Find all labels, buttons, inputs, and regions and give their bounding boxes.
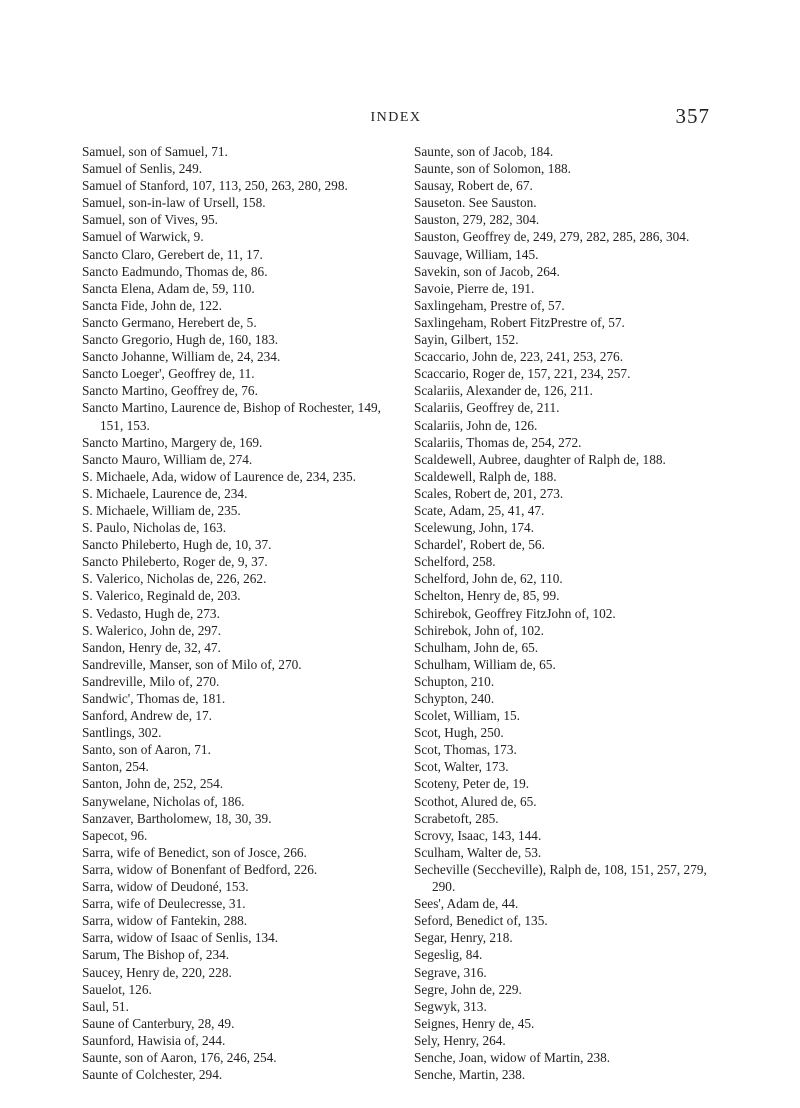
index-entry: S. Michaele, Laurence de, 234.: [82, 485, 248, 501]
index-entry: Sancto Martino, Geoffrey de, 76.: [82, 383, 258, 399]
index-entry: Sculham, Walter de, 53.: [414, 844, 542, 860]
index-entry: Sauelot, 126.: [82, 981, 152, 997]
index-entry: Sancto Martino, Margery de, 169.: [82, 434, 263, 450]
index-entry: Sauston, 279, 282, 304.: [414, 212, 540, 228]
index-entry: Samuel, son of Vives, 95.: [82, 212, 218, 228]
index-entry: S. Paulo, Nicholas de, 163.: [82, 520, 227, 536]
index-entry: S. Valerico, Reginald de, 203.: [82, 588, 241, 604]
index-entry: Sely, Henry, 264.: [414, 1032, 506, 1048]
index-entry: Scaldewell, Ralph de, 188.: [414, 468, 557, 484]
index-column-right: [414, 143, 712, 1083]
index-entry: Sancto Claro, Gerebert de, 11, 17.: [82, 246, 263, 262]
index-entry: Sancto Gregorio, Hugh de, 160, 183.: [82, 332, 279, 348]
index-entry: Scalariis, Geoffrey de, 211.: [414, 400, 560, 416]
index-entry: Sarra, widow of Deudoné, 153.: [82, 879, 249, 895]
index-entry: Scot, Walter, 173.: [414, 759, 509, 775]
index-entry: Saunte, son of Jacob, 184.: [414, 144, 554, 159]
index-entry: Saunte, son of Solomon, 188.: [414, 161, 571, 177]
index-entry: Schelford, 258.: [414, 554, 496, 570]
index-entry: Secheville (Seccheville), Ralph de, 108, 151, 257, 279, 290.: [414, 861, 707, 895]
index-entry: Sandon, Henry de, 32, 47.: [82, 639, 221, 655]
index-entry: Scales, Robert de, 201, 273.: [414, 485, 564, 501]
index-entry: Samuel, son of Samuel, 71.: [82, 144, 228, 159]
index-entry: Savoie, Pierre de, 191.: [414, 280, 535, 296]
index-entry: Scelewung, John, 174.: [414, 520, 535, 536]
index-entry: Scalariis, John de, 126.: [414, 417, 538, 433]
index-entry: Sapecot, 96.: [82, 827, 148, 843]
index-entry: Segar, Henry, 218.: [414, 930, 513, 946]
index-entry: Sancta Fide, John de, 122.: [82, 297, 222, 313]
index-entry: Scrabetoft, 285.: [414, 810, 499, 826]
index-entry: Santo, son of Aaron, 71.: [82, 742, 211, 758]
index-entry: Scrovy, Isaac, 143, 144.: [414, 827, 542, 843]
index-entry: Scothot, Alured de, 65.: [414, 793, 537, 809]
index-entry: Schypton, 240.: [414, 691, 495, 706]
index-entry: Senche, Martin, 238.: [414, 1067, 526, 1083]
index-entry: S. Valerico, Nicholas de, 226, 262.: [82, 571, 267, 587]
index-entry: Saunford, Hawisia of, 244.: [82, 1032, 226, 1048]
index-entry: Schulham, William de, 65.: [414, 656, 556, 672]
index-entry: Sarra, wife of Deulecresse, 31.: [82, 896, 246, 912]
index-entry: Sandreville, Milo of, 270.: [82, 673, 220, 689]
index-entry: Sancto Eadmundo, Thomas de, 86.: [82, 263, 268, 279]
index-entry: Seford, Benedict of, 135.: [414, 913, 548, 929]
index-entry: Schirebok, John of, 102.: [414, 622, 545, 638]
index-entry: Samuel of Warwick, 9.: [82, 229, 204, 245]
index-entry: Scaccario, John de, 223, 241, 253, 276.: [414, 349, 624, 365]
index-entry: S. Vedasto, Hugh de, 273.: [82, 605, 220, 621]
index-entry: Scalariis, Alexander de, 126, 211.: [414, 383, 593, 399]
index-entry: Sees', Adam de, 44.: [414, 896, 519, 912]
index-entry: Scalariis, Thomas de, 254, 272.: [414, 434, 582, 450]
index-entry: Scolet, William, 15.: [414, 708, 520, 724]
index-entry: Schirebok, Geoffrey FitzJohn of, 102.: [414, 605, 616, 621]
index-entry: Segeslig, 84.: [414, 947, 483, 963]
index-entry: Schelford, John de, 62, 110.: [414, 571, 563, 587]
index-entry: Samuel, son-in-law of Ursell, 158.: [82, 195, 266, 211]
index-entry: Sarra, widow of Fantekin, 288.: [82, 913, 248, 929]
index-entry: Sancta Elena, Adam de, 59, 110.: [82, 280, 255, 296]
page-header: [82, 106, 710, 130]
index-entry: Sancto Germano, Herebert de, 5.: [82, 314, 257, 330]
index-entry: Senche, Joan, widow of Martin, 238.: [414, 1049, 611, 1065]
index-entry: Segre, John de, 229.: [414, 981, 522, 997]
index-entry: Saul, 51.: [82, 998, 129, 1014]
index-entry: Seignes, Henry de, 45.: [414, 1015, 535, 1031]
index-entry: Saxlingeham, Prestre of, 57.: [414, 297, 565, 313]
index-entry: Sanywelane, Nicholas of, 186.: [82, 793, 245, 809]
index-entry: Scaldewell, Aubree, daughter of Ralph de, 188.: [414, 451, 666, 467]
index-entry: Scot, Hugh, 250.: [414, 725, 504, 741]
index-entry: S. Michaele, William de, 235.: [82, 502, 241, 518]
index-entry: Santon, 254.: [82, 759, 149, 775]
index-entry: Sancto Mauro, William de, 274.: [82, 451, 253, 467]
index-entry: Sayin, Gilbert, 152.: [414, 332, 519, 348]
index-entry: Saucey, Henry de, 220, 228.: [82, 964, 232, 980]
index-entry: Saune of Canterbury, 28, 49.: [82, 1015, 235, 1031]
index-entry: Schupton, 210.: [414, 673, 495, 689]
running-title: INDEX: [370, 110, 422, 125]
index-entry: Sancto Martino, Laurence de, Bishop of Rochester, 149, 151, 153.: [82, 400, 381, 433]
index-entry: Sauston, Geoffrey de, 249, 279, 282, 285, 286, 304.: [414, 229, 690, 245]
index-entry: Schardel', Robert de, 56.: [414, 537, 545, 553]
index-entry: Sandreville, Manser, son of Milo of, 270.: [82, 656, 302, 672]
index-entry: Samuel of Stanford, 107, 113, 250, 263, 280, 298.: [82, 178, 348, 194]
index-entry: Scot, Thomas, 173.: [414, 742, 517, 758]
index-entry: Sarra, wife of Benedict, son of Josce, 266.: [82, 844, 307, 860]
index-entry: Segwyk, 313.: [414, 998, 487, 1014]
index-entry: Sauvage, William, 145.: [414, 246, 539, 262]
index-entry: Savekin, son of Jacob, 264.: [414, 263, 560, 279]
page-number: 357: [675, 104, 710, 128]
index-entry: Sarra, widow of Bonenfant of Bedford, 226.: [82, 861, 318, 877]
index-entry: Saxlingeham, Robert FitzPrestre of, 57.: [414, 314, 625, 330]
index-entry: Schelton, Henry de, 85, 99.: [414, 588, 560, 604]
index-entry: Sanford, Andrew de, 17.: [82, 708, 212, 724]
index-entry: Santlings, 302.: [82, 725, 162, 741]
index-entry: Sausay, Robert de, 67.: [414, 178, 533, 194]
index-entry: Scaccario, Roger de, 157, 221, 234, 257.: [414, 366, 631, 382]
index-entry: Sarum, The Bishop of, 234.: [82, 947, 230, 963]
index-entry: Sanzaver, Bartholomew, 18, 30, 39.: [82, 810, 272, 826]
index-entry: Santon, John de, 252, 254.: [82, 776, 224, 792]
index-entry: Samuel of Senlis, 249.: [82, 161, 203, 177]
index-entry: Sancto Phileberto, Hugh de, 10, 37.: [82, 537, 272, 553]
index-entry: Scate, Adam, 25, 41, 47.: [414, 502, 545, 518]
index-entry: Saunte, son of Aaron, 176, 246, 254.: [82, 1049, 277, 1065]
index-entry: Sancto Johanne, William de, 24, 234.: [82, 349, 281, 365]
index-entry: Scoteny, Peter de, 19.: [414, 776, 530, 792]
index-entry: Sancto Phileberto, Roger de, 9, 37.: [82, 554, 268, 570]
index-entry: Saunte of Colchester, 294.: [82, 1067, 223, 1083]
index-entry: Sancto Loeger', Geoffrey de, 11.: [82, 366, 255, 382]
index-entry: S. Walerico, John de, 297.: [82, 622, 222, 638]
index-column-left: [82, 143, 382, 1083]
index-entry: S. Michaele, Ada, widow of Laurence de, 234, 235.: [82, 468, 356, 484]
index-entry: Sandwic', Thomas de, 181.: [82, 691, 226, 706]
index-entry: Sarra, widow of Isaac of Senlis, 134.: [82, 930, 279, 946]
index-entry: Segrave, 316.: [414, 964, 487, 980]
index-entry: Schulham, John de, 65.: [414, 639, 539, 655]
index-entry: Sauseton. See Sauston.: [414, 195, 537, 211]
